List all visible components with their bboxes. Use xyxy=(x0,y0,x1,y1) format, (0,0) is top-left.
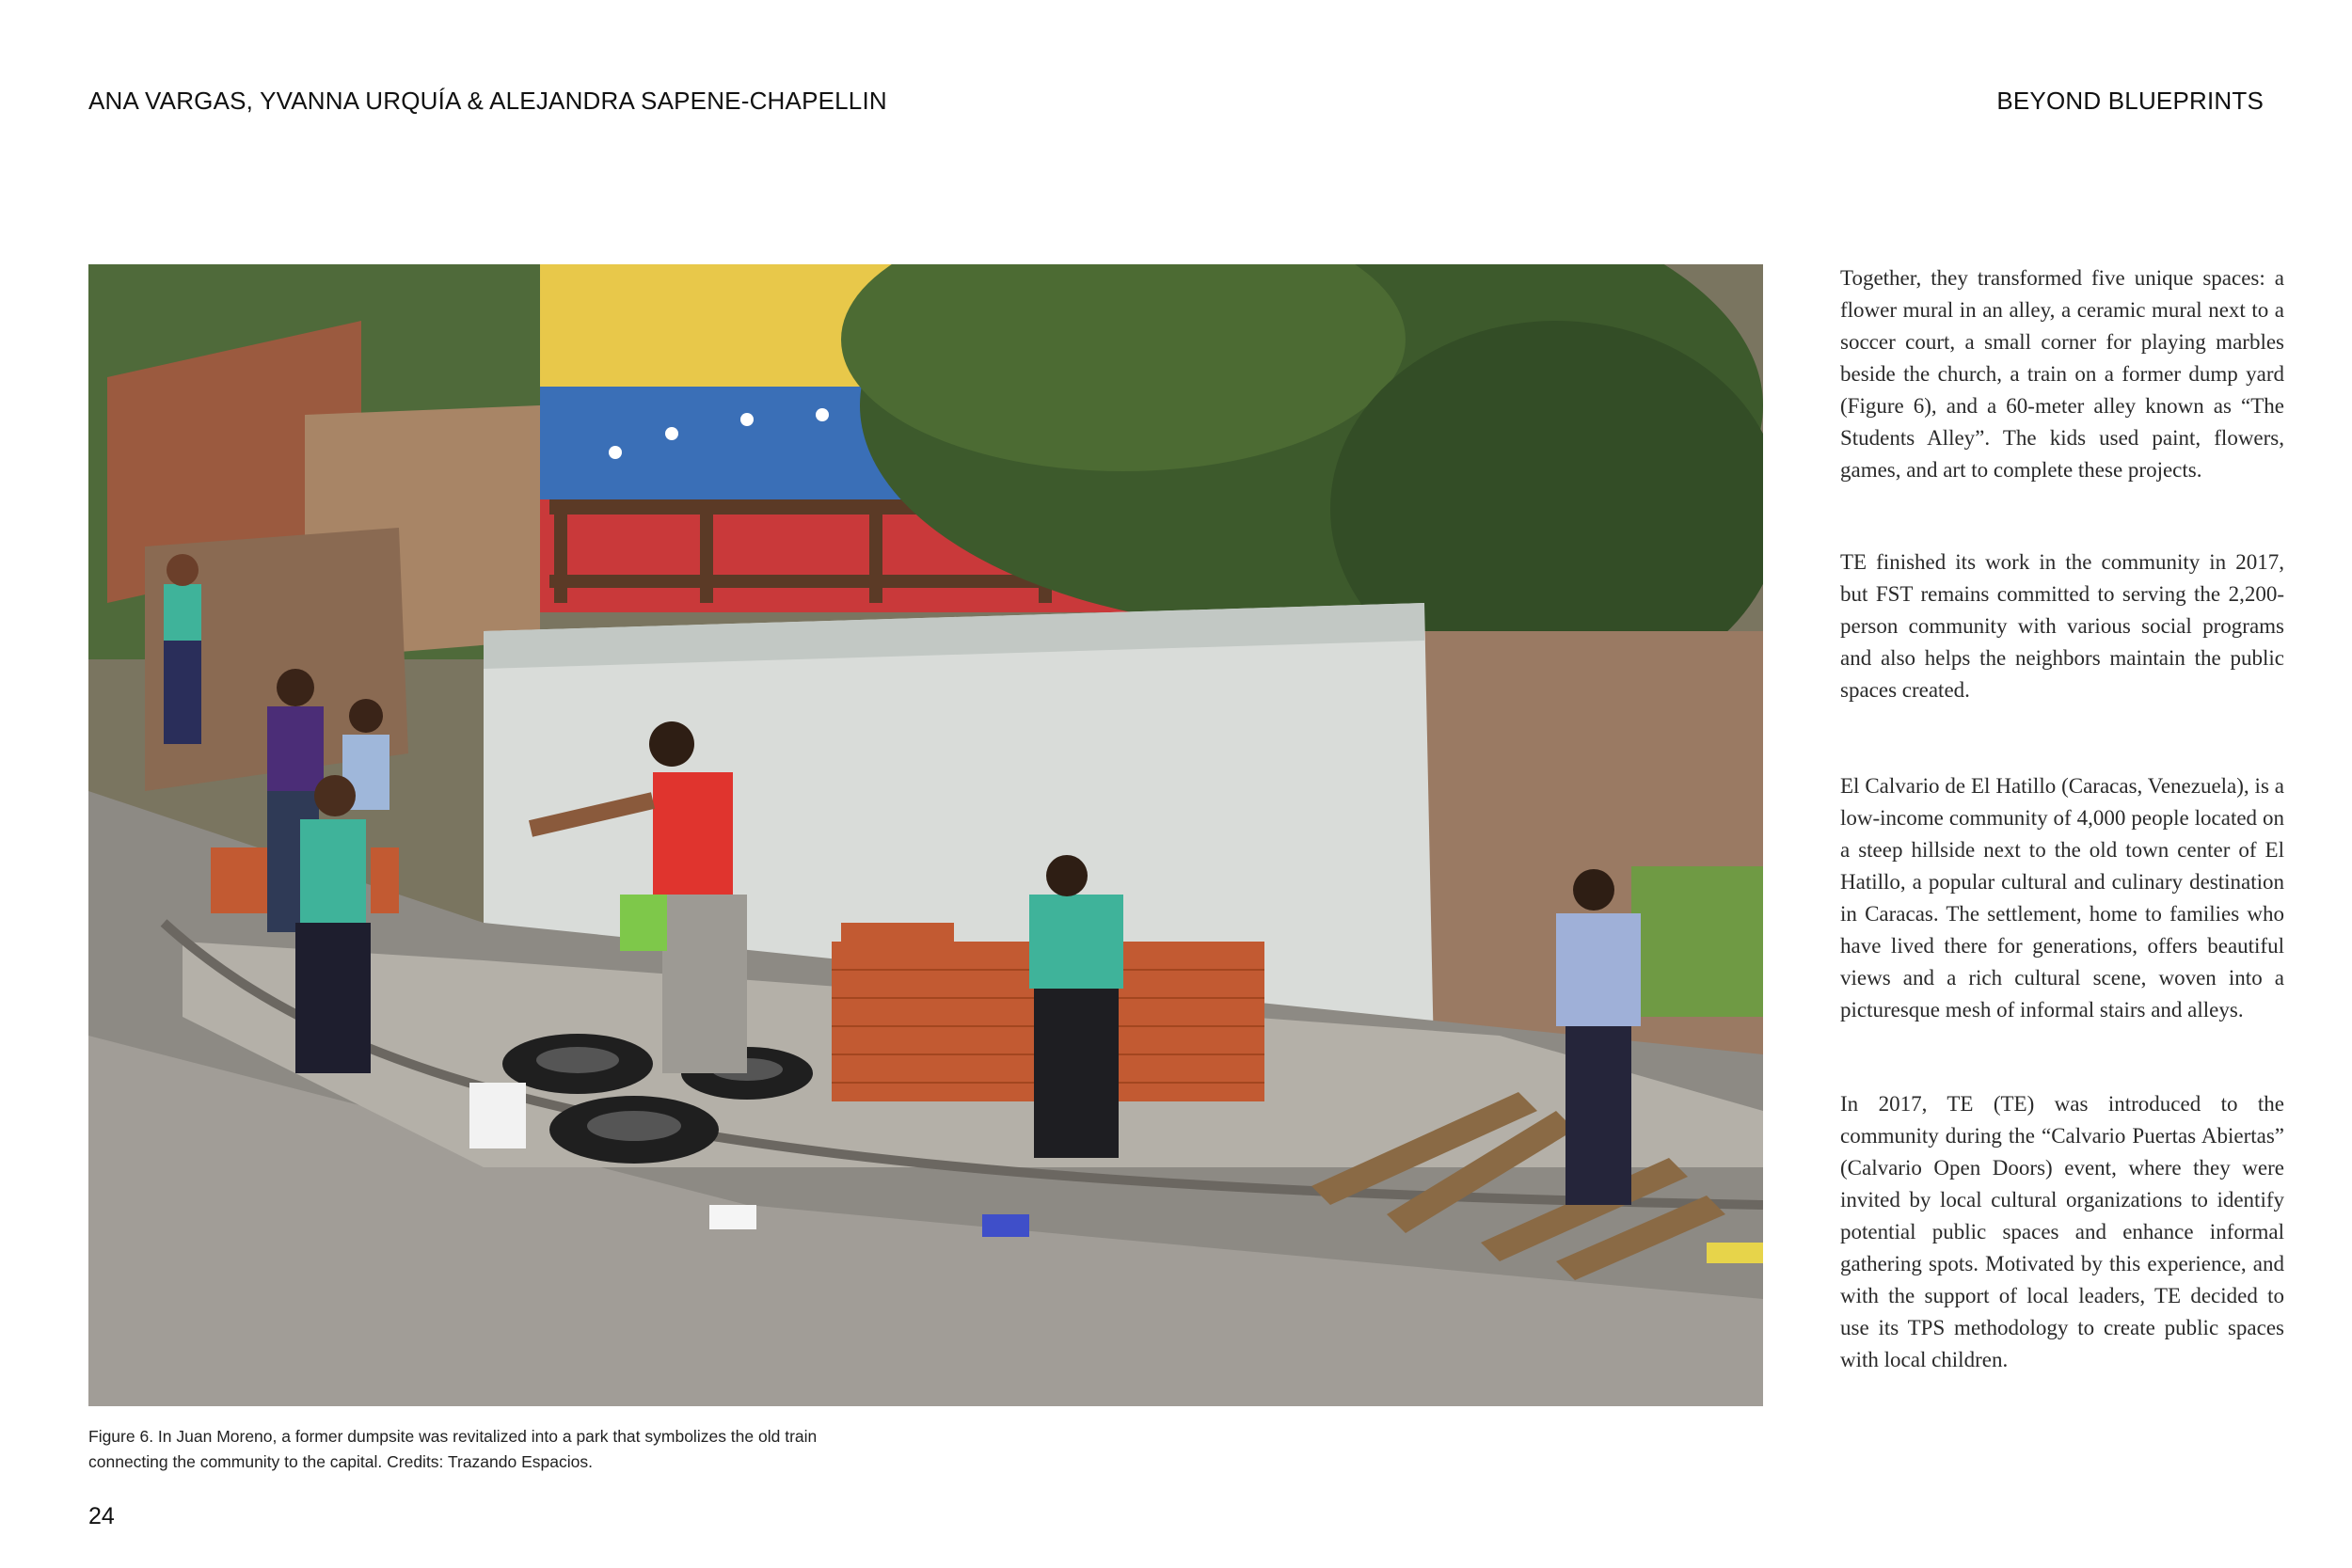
page-number: 24 xyxy=(88,1503,115,1529)
figure-caption xyxy=(88,1424,898,1475)
body-paragraph: Together, they transformed five unique spaces: a flower mural in an alley, a ceramic mural next to a soccer court, a small corner for playing marbles beside the church, a train on a former dump yard (Figure 6), and a 60-meter alley known as “The Students Alley”. The kids used paint, flowers, games, and art to complete these projects. xyxy=(1840,266,2284,482)
running-header-authors: ANA VARGAS, YVANNA URQUÍA & ALEJANDRA SAPENE-CHAPELLIN xyxy=(88,87,887,115)
running-header-title: BEYOND BLUEPRINTS xyxy=(1996,87,2264,115)
body-paragraph: El Calvario de El Hatillo (Caracas, Venezuela), is a low-income community of 4,000 people located on a steep hillside next to the old town center of El Hatillo, a popular cultural and culinary destination in Caracas. The settlement, home to families who have lived there for generations, offers beautiful views and a rich cultural scene, woven into a picturesque mesh of informal stairs and alleys. xyxy=(1840,774,2284,1022)
body-paragraph: TE finished its work in the community in 2017, but FST remains committed to serving the 2,200-person community with various social programs and also helps the neighbors maintain the public spaces created. xyxy=(1840,550,2284,702)
caption-line-2: connecting the community to the capital. Credits: Trazando Espacios. xyxy=(88,1452,593,1471)
figure-photo xyxy=(88,264,1763,1406)
body-paragraph: In 2017, TE (TE) was introduced to the community during the “Calvario Puertas Abiertas” (Calvario Open Doors) event, where they were invited by local cultural organizations to identify potential public spaces and enhance informal gathering spots. Motivated by this experience, and with the support of local leaders, TE decided to use its TPS methodology to create public spaces with local children. xyxy=(1840,1092,2284,1371)
caption-line-1: Figure 6. In Juan Moreno, a former dumpsite was revitalized into a park that symbolizes the old train xyxy=(88,1427,818,1446)
